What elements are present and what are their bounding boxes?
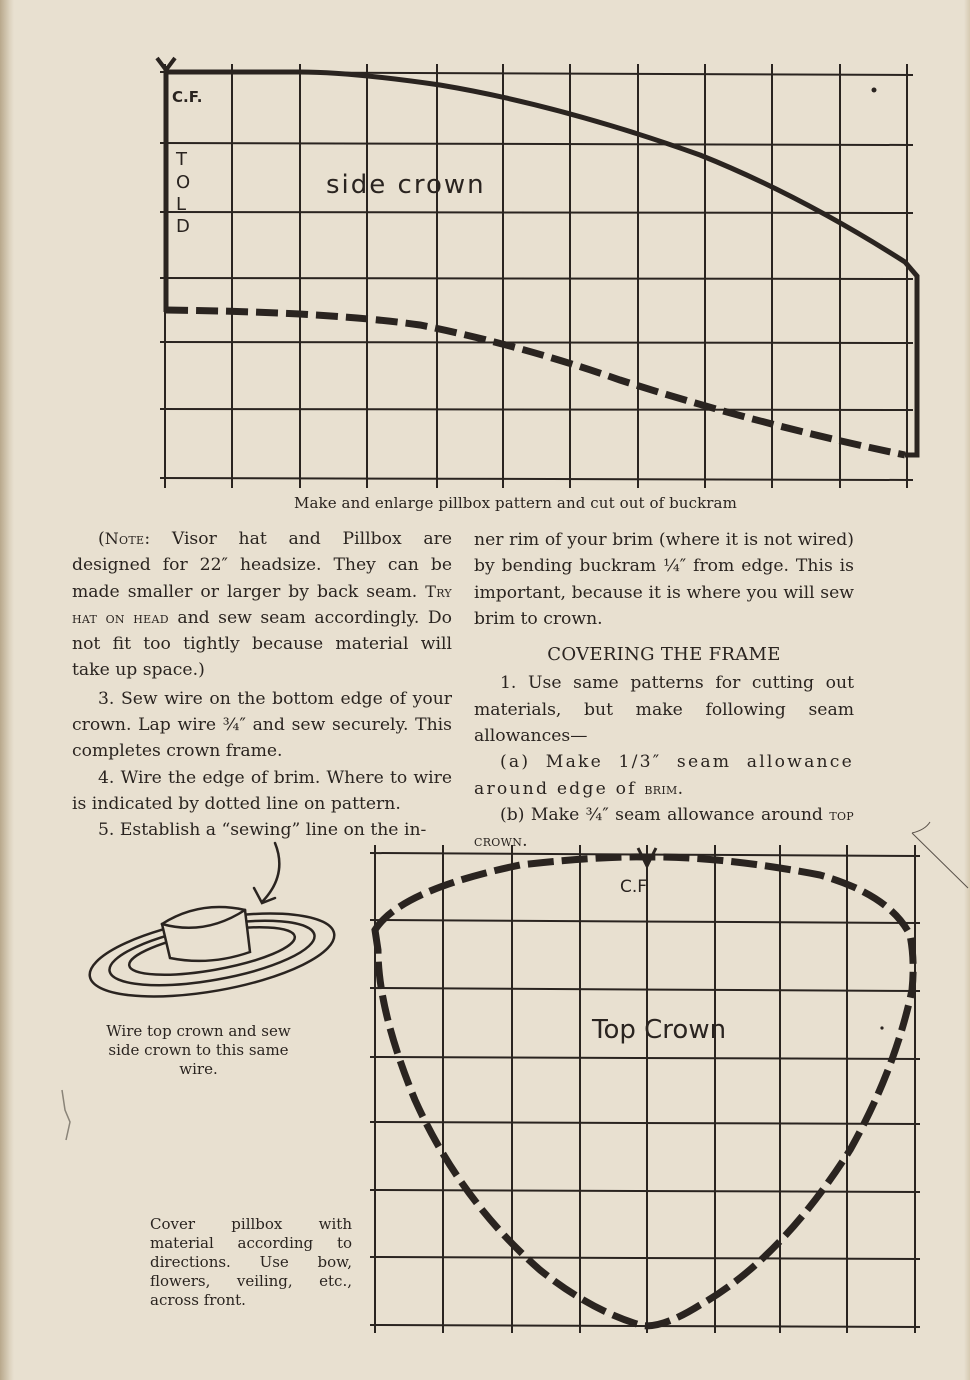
top-crown-emphasis: top crown: [474, 804, 854, 851]
hat-caption: Wire top crown and sew side crown to this same wire.: [106, 1022, 291, 1078]
svg-text:T: T: [176, 149, 187, 170]
item-b: (b) Make ¾″ seam allowance around top crown.: [474, 804, 854, 852]
svg-text:D: D: [176, 216, 190, 237]
step-3: 3. Sew wire on the bottom edge of your crown. Lap wire ¾″ and sew securely. This completes crown frame.: [72, 688, 452, 762]
ink-dot: [880, 1026, 883, 1029]
pencil-mark: [912, 822, 968, 888]
note-label: Note: [104, 529, 145, 548]
item-a: (a) Make 1/3″ seam allowance around edge of brim.: [474, 752, 854, 799]
cover-caption: Cover pillbox with material according to directions. Use bow, flowers, veiling, etc., across front.: [150, 1215, 352, 1309]
step-4: 4. Wire the edge of brim. Where to wire is indicated by dotted line on pattern.: [72, 767, 452, 814]
brim-emphasis: brim: [644, 778, 678, 798]
side-crown-cf-label: C.F.: [172, 88, 203, 106]
pencil-scribble: [62, 1090, 70, 1140]
top-crown-cut-line: [375, 857, 913, 1326]
top-crown-title: Top Crown: [592, 1015, 727, 1045]
side-crown-caption: Make and enlarge pillbox pattern and cut out of buckram: [294, 494, 737, 512]
note-paragraph: (Note: Visor hat and Pillbox are designed for 22″ headsize. They can be made smaller or larger by back seam. Try hat on head and sew seam accordingly. Do not fit too tightly because material will take up space.): [72, 529, 452, 681]
top-crown-grid: [370, 845, 920, 1333]
side-crown-title: side crown: [326, 170, 486, 200]
step-5-continued: ner rim of your brim (where it is not wired) by bending buckram ¼″ from edge. This is important, because it is where you will sew brim to crown.: [474, 530, 854, 629]
svg-text:O: O: [176, 172, 191, 193]
note-emphasis: Try hat on head: [72, 581, 452, 627]
covering-step-1: 1. Use same patterns for cutting out materials, but make following seam allowances—: [474, 673, 854, 747]
svg-text:L: L: [176, 194, 187, 215]
step-5-start: 5. Establish a “sewing” line on the in-: [98, 820, 427, 841]
top-crown-cf-label: C.F.: [620, 877, 650, 897]
covering-heading: COVERING THE FRAME: [547, 644, 781, 666]
